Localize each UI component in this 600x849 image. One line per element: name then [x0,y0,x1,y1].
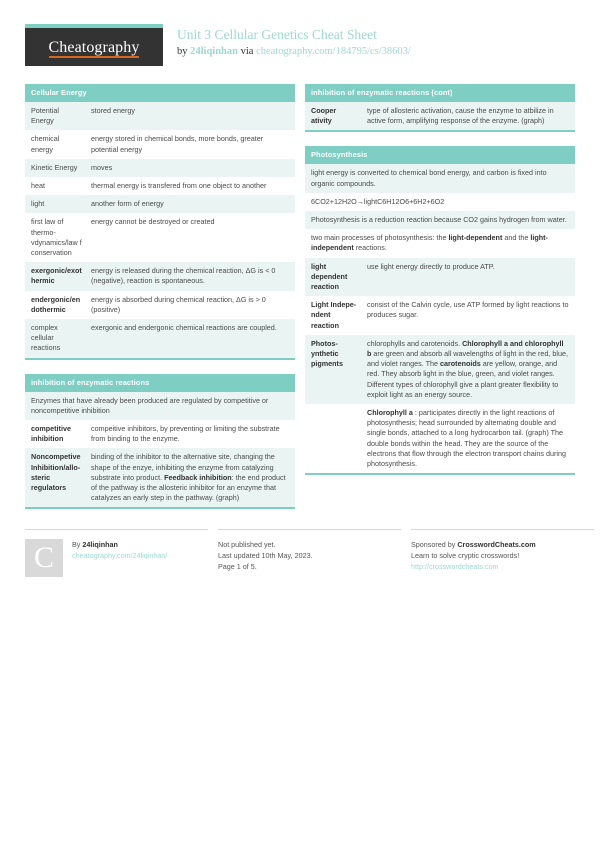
sponsor-line [411,539,536,550]
row-value: energy cannot be destroyed or created [91,217,215,227]
last-updated: Last updated 10th May, 2023. [218,551,313,561]
sponsor-link[interactable]: http://crosswordcheats.com [411,562,499,572]
left-column [25,84,295,523]
table-row [305,102,575,130]
logo-text-inner: Cheatography [48,39,140,56]
footer-author-meta [72,539,167,577]
footer-publish-meta [218,539,313,577]
row-key: heat [31,181,45,191]
row-value: exergonic and endergonic chemical reactions are coupled. [91,323,277,333]
row-key: light dependent reaction [311,261,348,292]
footer-author-url-line [72,550,167,561]
row-text: light energy is converted to chemical bond energy, and carbon is fixed into organic compounds. [311,168,547,188]
row-key: Photosynthetic pigments [311,338,343,369]
row-value: another form of energy [91,199,164,209]
table-row [25,102,295,130]
row-value: binding of the inhibitor to the alternative site, changing the shape of the enzye, inhibiting the enzyme from catalyzing substrate into product. Feedback inhibition: the end product of the pathway is the allosteric inhibitor for an enzyme that catalyzes an early step in the pathway. (graph) [91,452,286,503]
row-text: Photosynthesis is a reduction reaction because CO2 gains hydrogen from water. [311,215,567,225]
table-row [305,335,575,404]
publish-status: Not published yet. [218,540,276,550]
row-value: energy is released during the chemical reaction, ΔG is < 0 (negative), reaction is spontaneous. [91,266,276,286]
page-info: Page 1 of 5. [218,562,257,572]
footer-sponsor-meta [411,539,536,577]
table-row [305,404,575,473]
table-row [305,193,575,211]
byline [177,44,411,59]
table-row [25,130,295,158]
table-row [25,291,295,319]
footer-author-name: 24liqinhan [82,540,118,550]
table-row [305,258,575,297]
right-column [305,84,575,489]
table-row [305,229,575,257]
row-text: two main processes of photosynthesis: the light-dependent and the light-independent reactions. [311,233,548,253]
logo-text [49,39,140,57]
page-footer [25,529,575,577]
table-heading: inhibition of enzymatic reactions [25,374,295,392]
row-key: competitive inhibition [31,424,71,444]
row-key: first law of thermovdynamics/law f conservation [31,217,82,258]
sponsor-name: CrosswordCheats.com [457,540,536,550]
row-value: energy is absorbed during chemical reaction, ΔG is > 0 (positive) [91,294,266,314]
row-key: light [31,199,45,209]
row-key: Cooper ativity [311,106,337,126]
table-row [25,262,295,290]
row-value: consist of the Calvin cycle, use ATP formed by light reactions to produces sugar. [367,300,569,320]
row-equation: 6CO2+12H2O→lightC6H12O6+6H2+6O2 [311,196,445,206]
page-header [25,0,575,62]
row-key: Noncompetive Inhibition/allosteric regulators [31,452,81,493]
table-row [25,420,295,448]
table-row [305,296,575,335]
row-key: Kinetic Energy [31,162,78,172]
table-cellular-energy [25,84,295,360]
row-value: use light energy directly to produce ATP. [367,261,495,271]
footer-sponsor-block [411,529,594,577]
table-photosynthesis [305,146,575,475]
footer-author-block [25,529,208,577]
sponsor-prefix: Sponsored by [411,540,458,550]
header-text-block [177,24,411,59]
row-value: chlorophylls and carotenoids. Chlorophyll a and chlorophyll b are green and absorb all wavelengths of light in the red, blue, and violet ranges. The carotenoids are yellow, orange, and red. They absorb light in the blue, green, and violet ranges. Different types of chlorophyll give a plant greater flexibility to exploit light as an energy source. [367,338,568,399]
footer-by-label: By [72,540,83,550]
table-inhibition-enzymatic-reactions [25,374,295,510]
table-row [25,392,295,420]
sponsor-url-line [411,561,536,572]
row-value: Chlorophyll a : participates directly in the light reactions of photosynthesis; head surrounded by alternating double and single bonds, attached to a long hydrocarbon tail. (graph) The double bonds within the head. They are the source of the electrons that flow through the electron transport chains during photosynthesis. [367,408,566,469]
table-row [25,448,295,507]
row-value: stored energy [91,106,135,115]
footer-publish-block [218,529,401,577]
table-row [305,211,575,229]
table-heading: Cellular Energy [25,84,295,102]
row-value: moves [91,162,113,172]
footer-author-link[interactable]: cheatography.com/24liqinhan/ [72,551,168,561]
row-intro-text: Enzymes that have already been produced are regulated by competitive or noncompetitive inhibition [31,395,269,415]
table-row [25,195,295,213]
footer-author-line [72,539,167,550]
table-row [25,213,295,262]
avatar: C [25,539,63,577]
cheatography-logo[interactable] [25,24,163,66]
row-value: type of allosteric activation, cause the enzyme to atbilize in active form, amplifying response of the enzyme. (graph) [367,106,554,126]
table-heading: Photosynthesis [305,146,575,164]
content-columns [25,84,575,523]
row-key: chemical energy [31,134,60,154]
row-value: thermal energy is transfered from one object to another [91,181,267,191]
row-key: complex cellular reactions [31,323,61,353]
table-row [25,177,295,195]
table-inhibition-enzymatic-reactions-cont [305,84,575,132]
byline-via-label: via [238,46,257,57]
sponsor-tagline: Learn to solve cryptic crosswords! [411,551,520,561]
byline-by-label: by [177,46,191,57]
table-heading: inhibition of enzymatic reactions (cont) [305,84,575,102]
table-row [305,164,575,192]
table-row [25,319,295,358]
row-key: exergonic/exothermic [31,266,82,286]
row-key-spacer [305,404,363,473]
table-row [25,159,295,177]
author-link[interactable]: 24liqinhan [190,46,238,57]
page-title: Unit 3 Cellular Genetics Cheat Sheet [177,27,377,42]
source-url-link[interactable]: cheatography.com/184795/cs/38603/ [256,46,411,57]
row-key: Potential Energy [31,106,59,126]
row-value: compeitive inhibitors, by preventing or limiting the substrate from binding to the enzyme. [91,424,280,444]
row-key: Light Independent reaction [311,300,357,330]
row-value: energy stored in chemical bonds, more bonds, greater potential energy [91,134,264,154]
row-key: endergonic/endothermic [31,294,81,314]
